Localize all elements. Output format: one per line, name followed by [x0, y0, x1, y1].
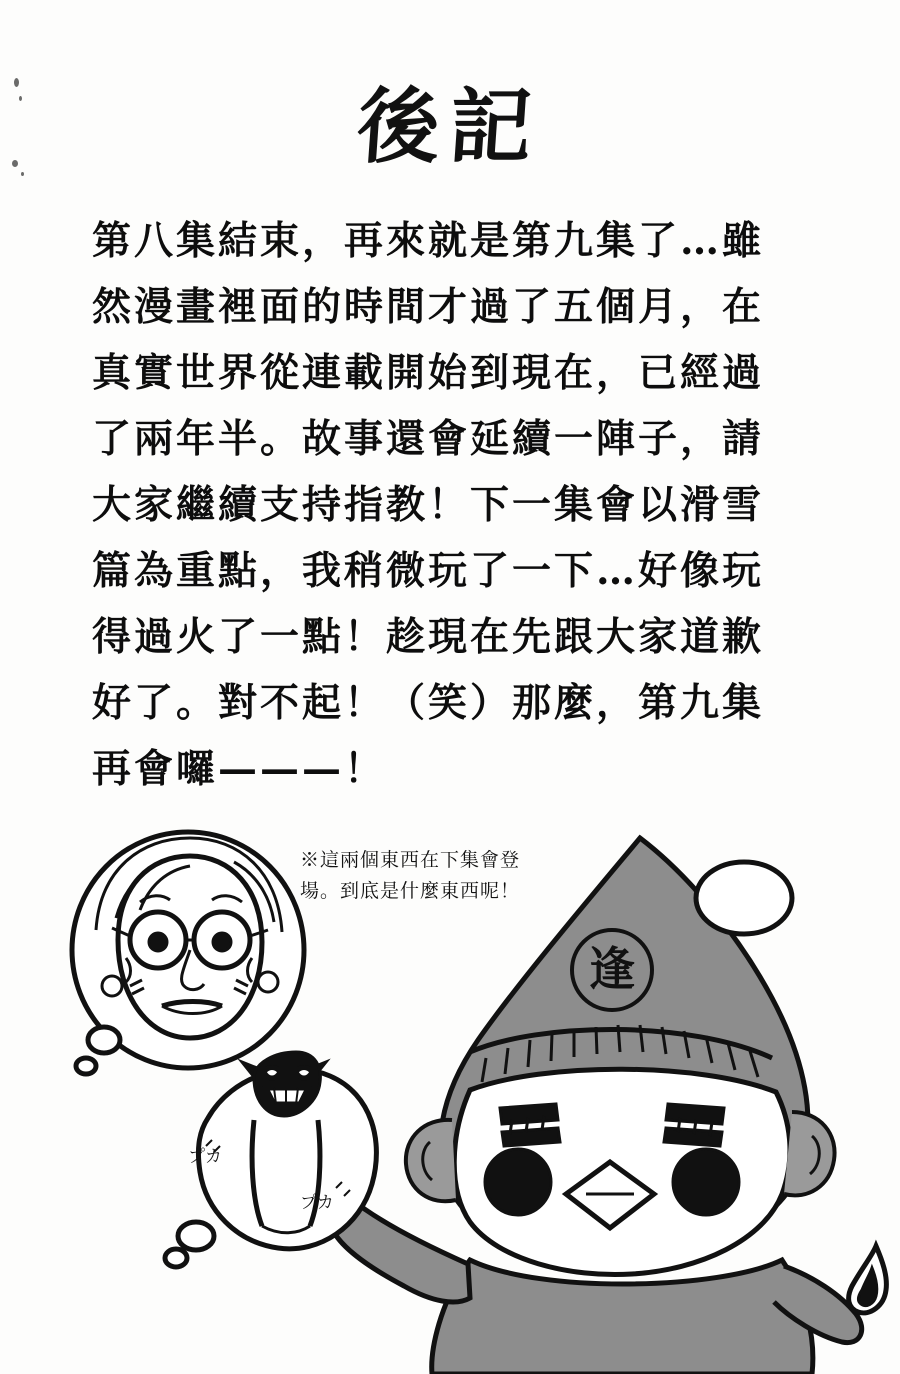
eye-left	[485, 1149, 551, 1215]
badge-kanji: 逢	[589, 942, 635, 996]
illustration-area	[0, 790, 900, 1374]
eye-right	[673, 1149, 739, 1215]
mascot-character	[329, 838, 886, 1374]
old-woman-head-balloon	[72, 832, 304, 1074]
illustration-note: ※這兩個東西在下集會登場。到底是什麼東西呢！	[300, 849, 521, 902]
page-title: 後記	[354, 79, 545, 175]
afterword-body-text: 第八集結束，再來就是第九集了…雖然漫畫裡面的時間才過了五個月，在真實世界從連載開始到現在，已經過了兩年半。故事還會延續一陣子，請大家繼續支持指教！下一集會以滑雪篇為重點，我稍微玩了一下…好像玩得過火了一點！趁現在先跟大家道歉好了。對不起！（笑）那麼，第九集再會囉———！	[92, 218, 765, 792]
sfx-right-label: プカ	[300, 1193, 334, 1213]
sfx-left-label: プカ	[188, 1147, 222, 1167]
illustration-svg	[0, 790, 900, 1374]
